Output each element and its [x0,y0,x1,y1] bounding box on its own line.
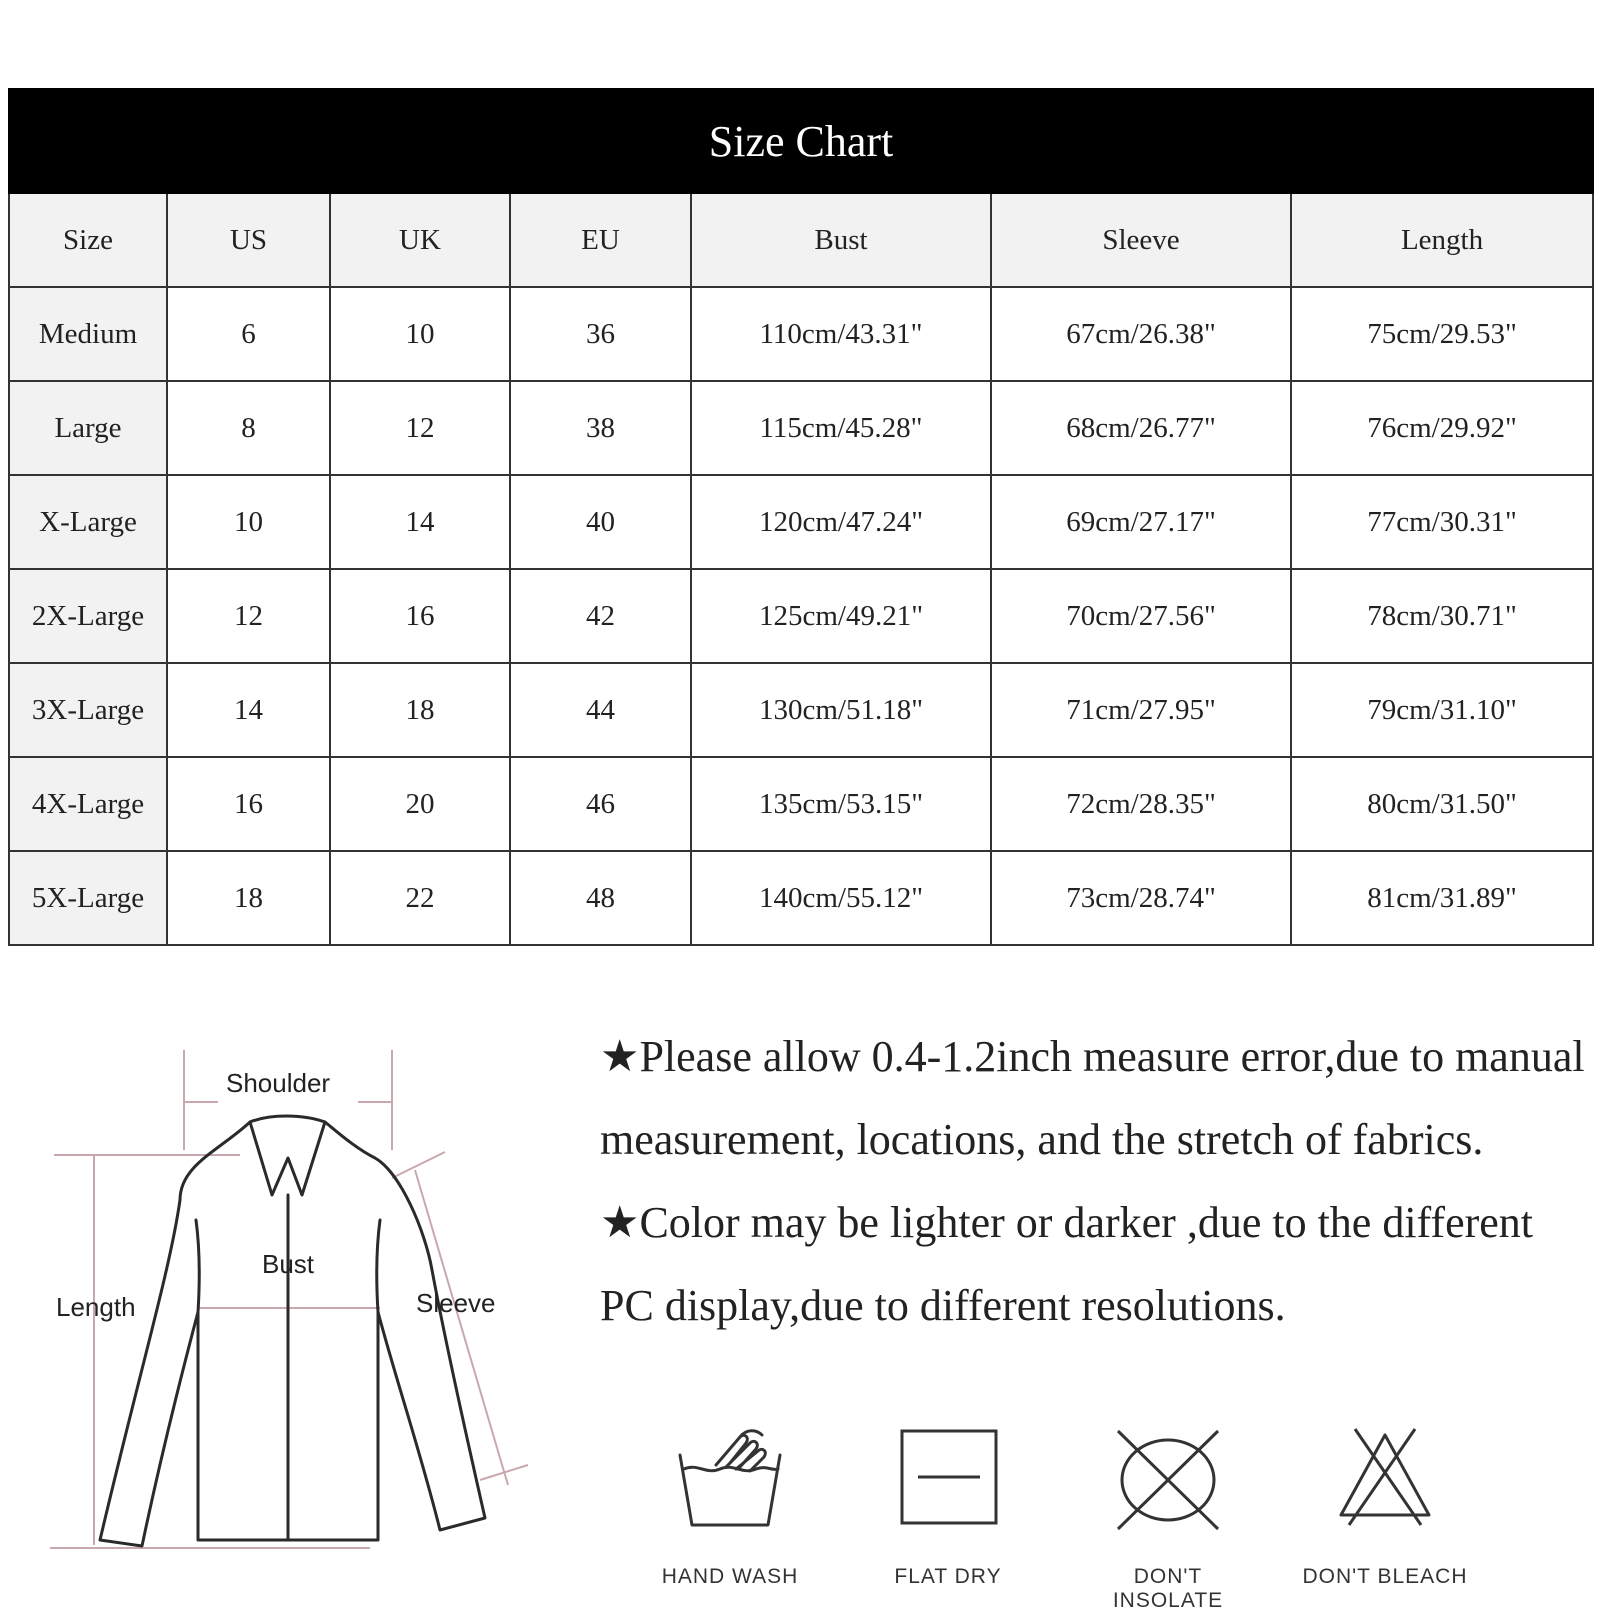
measure-error-note: ★Please allow 0.4-1.2inch measure error,due to manual measurement, locations, and the stretch of fabrics. [600,1032,1585,1164]
care-instructions [640,1425,1520,1612]
bust-cell: 135cm/53.15" [691,757,991,851]
shoulder-label: Shoulder [226,1068,331,1098]
size-cell: X-Large [9,475,167,569]
column-header-sleeve: Sleeve [991,193,1291,287]
table-row [9,851,1593,945]
sleeve-cell: 72cm/28.35" [991,757,1291,851]
us-cell: 12 [167,569,330,663]
care-item-hand-wash [640,1425,820,1600]
column-header-uk: UK [330,193,510,287]
eu-cell: 48 [510,851,691,945]
length-cell: 77cm/30.31" [1291,475,1593,569]
bust-cell: 130cm/51.18" [691,663,991,757]
flat-dry-icon [888,1425,1008,1535]
length-cell: 78cm/30.71" [1291,569,1593,663]
shirt-measurement-diagram [40,1040,560,1600]
column-header-eu: EU [510,193,691,287]
length-cell: 80cm/31.50" [1291,757,1593,851]
length-cell: 76cm/29.92" [1291,381,1593,475]
bust-cell: 125cm/49.21" [691,569,991,663]
care-label-flat-dry: FLAT DRY [894,1565,1002,1588]
column-header-length: Length [1291,193,1593,287]
us-cell: 14 [167,663,330,757]
size-cell: 3X-Large [9,663,167,757]
hand-wash-icon [670,1425,790,1535]
bust-cell: 115cm/45.28" [691,381,991,475]
bust-cell: 110cm/43.31" [691,287,991,381]
size-cell: Large [9,381,167,475]
care-label-dont-bleach: DON'T BLEACH [1302,1565,1468,1588]
eu-cell: 38 [510,381,691,475]
sleeve-cell: 67cm/26.38" [991,287,1291,381]
eu-cell: 42 [510,569,691,663]
size-chart-table [8,88,1594,946]
care-item-dont-insolate [1078,1425,1258,1612]
color-note: ★Color may be lighter or darker ,due to the different PC display,due to different resolutions. [600,1198,1534,1330]
us-cell: 10 [167,475,330,569]
eu-cell: 36 [510,287,691,381]
table-row [9,475,1593,569]
length-label: Length [56,1292,136,1322]
table-row [9,381,1593,475]
care-label-hand-wash: HAND WASH [661,1565,799,1588]
care-label-dont-insolate: DON'T INSOLATE [1112,1565,1224,1612]
us-cell: 8 [167,381,330,475]
dont-insolate-icon [1108,1425,1228,1535]
bust-label: Bust [262,1249,315,1279]
column-header-bust: Bust [691,193,991,287]
length-cell: 75cm/29.53" [1291,287,1593,381]
uk-cell: 16 [330,569,510,663]
care-item-dont-bleach [1295,1425,1475,1600]
dont-bleach-icon [1325,1425,1445,1535]
size-cell: Medium [9,287,167,381]
table-row [9,663,1593,757]
column-header-size: Size [9,193,167,287]
table-row [9,569,1593,663]
sleeve-label: Sleeve [416,1288,496,1318]
us-cell: 16 [167,757,330,851]
care-item-flat-dry [858,1425,1038,1600]
size-chart-title: Size Chart [9,89,1593,193]
uk-cell: 12 [330,381,510,475]
table-row [9,757,1593,851]
bust-cell: 120cm/47.24" [691,475,991,569]
eu-cell: 44 [510,663,691,757]
eu-cell: 40 [510,475,691,569]
length-cell: 79cm/31.10" [1291,663,1593,757]
notes-block [600,1015,1590,1347]
column-header-us: US [167,193,330,287]
uk-cell: 10 [330,287,510,381]
us-cell: 18 [167,851,330,945]
bust-cell: 140cm/55.12" [691,851,991,945]
sleeve-cell: 69cm/27.17" [991,475,1291,569]
sleeve-cell: 68cm/26.77" [991,381,1291,475]
sleeve-cell: 71cm/27.95" [991,663,1291,757]
uk-cell: 14 [330,475,510,569]
size-cell: 2X-Large [9,569,167,663]
table-row [9,287,1593,381]
size-cell: 5X-Large [9,851,167,945]
eu-cell: 46 [510,757,691,851]
uk-cell: 18 [330,663,510,757]
length-cell: 81cm/31.89" [1291,851,1593,945]
sleeve-cell: 70cm/27.56" [991,569,1291,663]
shirt-outline [100,1116,485,1546]
us-cell: 6 [167,287,330,381]
uk-cell: 20 [330,757,510,851]
sleeve-cell: 73cm/28.74" [991,851,1291,945]
uk-cell: 22 [330,851,510,945]
size-cell: 4X-Large [9,757,167,851]
